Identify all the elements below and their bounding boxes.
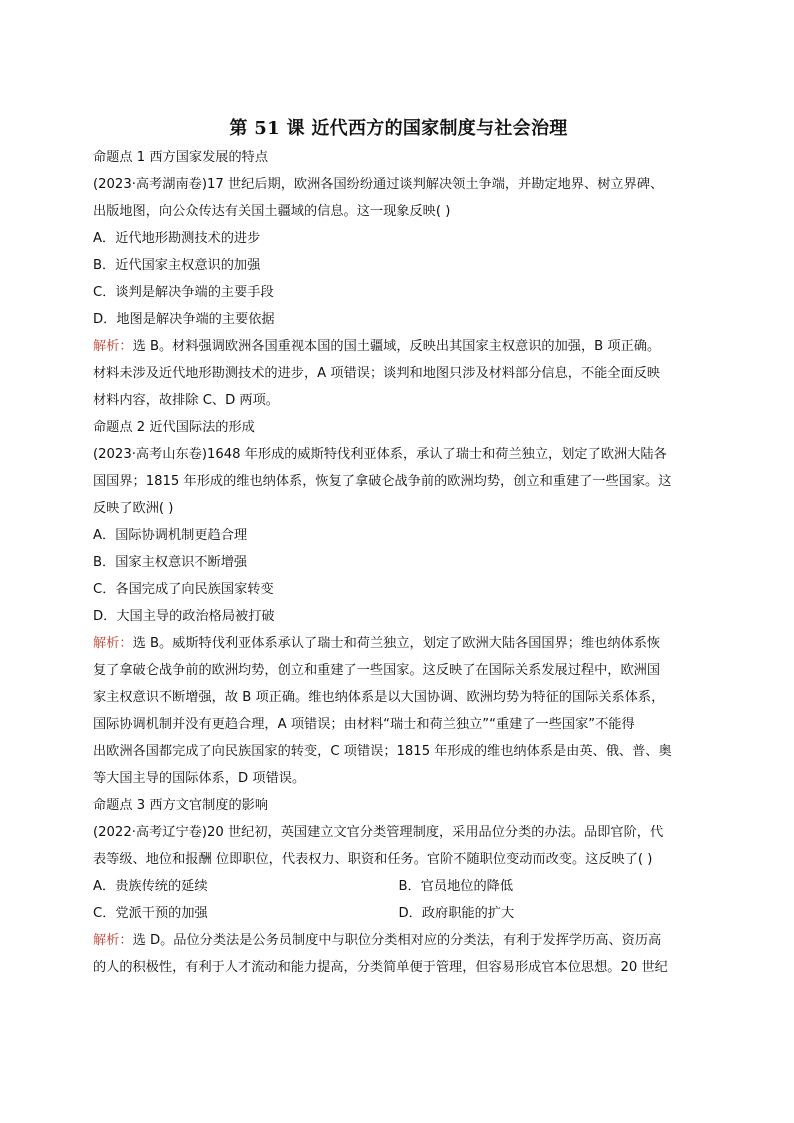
option-row [93,904,704,924]
analysis-line: 材料未涉及近代地形勘测技术的进步，A 项错误；谈判和地图只涉及材料部分信息，不能全面反映 [93,366,661,381]
question-line: 反映了欧洲( ) [93,501,174,516]
option-d: D．地图是解决争端的主要依据 [93,312,275,327]
question-line: 出版地图，向公众传达有关国土疆域的信息。这一现象反映( ) [93,204,451,219]
section-heading-1: 命题点 1 西方国家发展的特点 [93,150,269,165]
option-a: A．贵族传统的延续 [93,879,208,894]
analysis-2 [93,634,704,789]
question-line: (2022·高考辽宁卷)20 世纪初，英国建立文官分类管理制度，采用品位分类的办法。品即官阶，代 [93,825,664,840]
analysis-line: 国际协调机制并没有更趋合理，A 项错误；由材料“瑞士和荷兰独立”“重建了一些国家”不能得 [93,717,635,732]
option-c: C．党派干预的加强 [93,906,208,921]
analysis-label: 解析： [93,933,133,948]
section-heading-3: 命题点 3 西方文官制度的影响 [93,798,269,813]
question-line: (2023·高考湖南卷)17 世纪后期，欧洲各国纷纷通过谈判解决领土争端，并勘定地界、树立界碑、 [93,177,664,192]
analysis-3 [93,931,704,978]
analysis-line: 复了拿破仑战争前的欧洲均势，创立和重建了一些国家。这反映了在国际关系发展过程中，欧洲国 [93,663,661,678]
analysis-line: 材料内容，故排除 C、D 两项。 [93,393,279,408]
question-3 [93,823,704,870]
analysis-line: 出欧洲各国都完成了向民族国家的转变，C 项错误；1815 年形成的维也纳体系是由英、俄、普、奥 [93,744,672,759]
option-b: B．官员地位的降低 [398,879,514,894]
option-row [93,877,704,897]
option-d: D．大国主导的政治格局被打破 [93,609,275,624]
option-d: D．政府职能的扩大 [398,906,515,921]
analysis-line [93,634,704,654]
analysis-text: 选 B。材料强调欧洲各国重视本国的国土疆域，反映出其国家主权意识的加强，B 项正确。 [132,339,661,354]
question-line: 表等级、地位和报酬 位即职位，代表权力、职资和任务。官阶不随职位变动而改变。这反映了( ) [93,852,653,867]
question-line: 国国界；1815 年形成的维也纳体系，恢复了拿破仑战争前的欧洲均势，创立和重建了一些国家。这 [93,474,672,489]
question-line: (2023·高考山东卷)1648 年形成的威斯特伐利亚体系，承认了瑞士和荷兰独立，划定了欧洲大陆各 [93,447,667,462]
option-b: B．国家主权意识不断增强 [93,555,248,570]
analysis-line [93,337,704,357]
section-heading-2: 命题点 2 近代国际法的形成 [93,420,255,435]
option-a: A．近代地形勘测技术的进步 [93,231,261,246]
analysis-text: 选 D。品位分类法是公务员制度中与职位分类相对应的分类法，有利于发挥学历高、资历高 [132,933,662,948]
option-a: A．国际协调机制更趋合理 [93,528,248,543]
lesson-title: 第 51 课 近代西方的国家制度与社会治理 [229,118,568,139]
analysis-label: 解析： [93,636,133,651]
option-c: C．各国完成了向民族国家转变 [93,582,274,597]
question-1 [93,175,704,222]
analysis-line [93,931,704,951]
analysis-text: 选 B。威斯特伐利亚体系承认了瑞士和荷兰独立，划定了欧洲大陆各国国界；维也纳体系恢 [132,636,661,651]
option-c: C．谈判是解决争端的主要手段 [93,285,274,300]
question-2 [93,445,704,519]
analysis-label: 解析： [93,339,133,354]
analysis-line: 家主权意识不断增强，故 B 项正确。维也纳体系是以大国协调、欧洲均势为特征的国际关系体系， [93,690,665,705]
analysis-line: 的人的积极性，有利于人才流动和能力提高，分类简单便于管理，但容易形成官本位思想。20 世纪 [93,960,668,975]
option-b: B．近代国家主权意识的加强 [93,258,261,273]
analysis-1 [93,337,704,411]
analysis-line: 等大国主导的国际体系，D 项错误。 [93,771,306,786]
